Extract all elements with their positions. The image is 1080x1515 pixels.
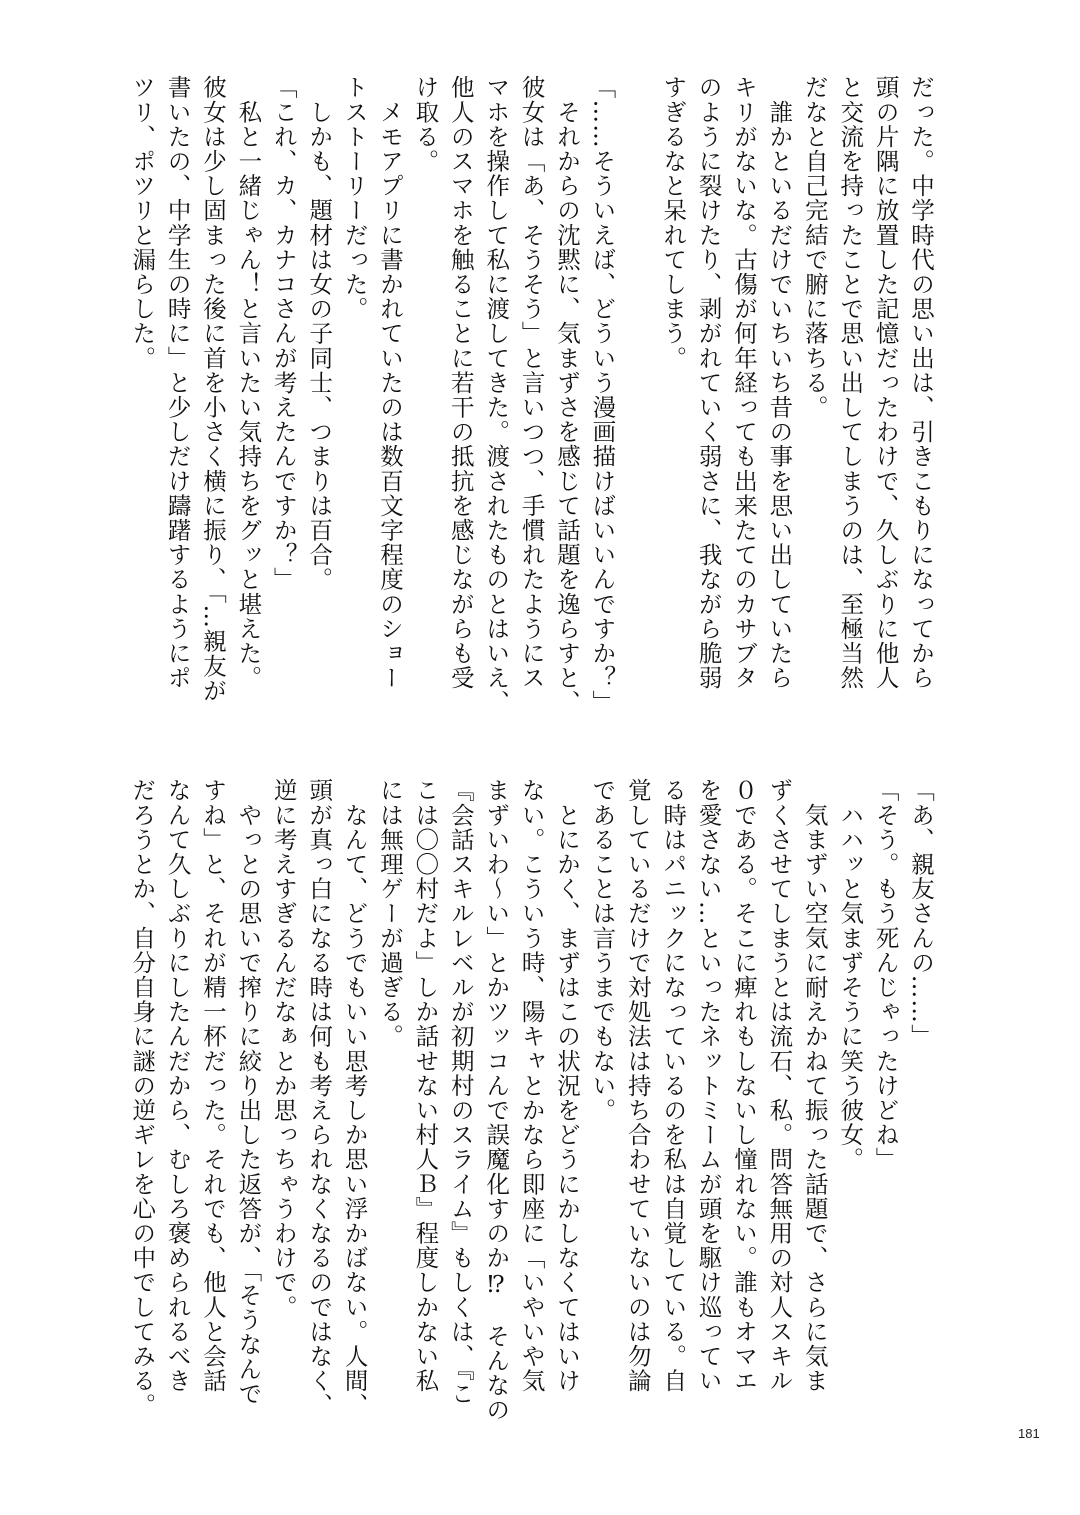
- text-column: 「これ、カ、カナコさんが考えたんですか？」: [269, 75, 298, 592]
- text-column: 他人のスマホを触ることに若干の抵抗を感じながらも受: [446, 75, 475, 690]
- text-column: には無理ゲーが過ぎる。: [376, 778, 404, 1049]
- text-column: マホを操作して私に渡してきた。渡されたものとはいえ、: [482, 75, 511, 715]
- text-column: 彼女は少し固まった後に首を小さく横に振り、「…親友が: [199, 75, 227, 703]
- text-column: だろうとか、自分自身に謎の逆ギレを心の中でしてみる。: [128, 778, 157, 1418]
- text-column: 頭の片隅に放置した記憶だったわけで、久しぶりに他人: [871, 75, 900, 690]
- text-column: と交流を持ったことで思い出してしまうのは、至極当然: [836, 75, 865, 690]
- text-column: 「そう。もう死んじゃったけどね」: [871, 778, 900, 1172]
- text-column: 書いたの、中学生の時に」と少しだけ躊躇するようにポ: [163, 75, 192, 690]
- text-column: メモアプリに書かれていたのは数百文字程度のショー: [376, 75, 404, 690]
- text-column: ずくさせてしまうとは流石、私。問答無用の対人スキル: [765, 778, 794, 1393]
- text-column: のように裂けたり、剥がれていく弱さに、我ながら脆弱: [694, 75, 723, 690]
- text-column: であることは言うまでもない。: [588, 778, 617, 1123]
- text-column: しかも、題材は女の子同士、つまりは百合。: [305, 75, 334, 592]
- text-column: 私と一緒じゃん！と言いたい気持ちをグッと堪えた。: [234, 75, 263, 690]
- text-column: ツリ、ポツリと漏らした。: [128, 75, 157, 371]
- text-column: け取る。: [411, 75, 440, 174]
- text-column: とにかく、まずはこの状況をどうにかしなくてはいけ: [553, 778, 581, 1393]
- text-column: すね」と、それが精一杯だった。それでも、他人と会話: [199, 778, 227, 1393]
- text-column: まずいわ～い」とかツッコんで誤魔化すのか⁉ そんなの: [482, 778, 511, 1423]
- text-column: 誰かといるだけでいちいち昔の事を思い出していたら: [765, 75, 794, 690]
- text-column: 逆に考えすぎるんだなぁとか思っちゃうわけで。: [269, 778, 298, 1320]
- bottom-text-block: [0, 778, 1080, 1423]
- text-column: 「……そういえば、どういう漫画描けばいいんですか？」: [588, 75, 617, 715]
- text-column: ハハッと気まずそうに笑う彼女。: [836, 778, 865, 1172]
- text-column: それからの沈黙に、気まずさを感じて話題を逸らすと、: [553, 75, 581, 715]
- text-column: キリがないな。古傷が何年経っても出来たてのカサブタ: [730, 75, 758, 690]
- text-column: を愛さない…といったネットミームが頭を駆け巡ってい: [694, 778, 723, 1393]
- text-column: 「あ、親友さんの……」: [907, 778, 935, 1049]
- text-column: なんて久しぶりにしたんだから、むしろ褒められるべき: [163, 778, 192, 1393]
- text-column: ０である。そこに痺れもしないし憧れない。誰もオマエ: [730, 778, 758, 1393]
- top-text-block: [0, 75, 1080, 715]
- text-column: 気まずい空気に耐えかねて振った話題で、さらに気ま: [800, 778, 829, 1393]
- text-column: トストーリーだった。: [340, 75, 369, 321]
- text-column: やっとの思いで搾りに絞り出した返答が、「そうなんで: [234, 778, 263, 1406]
- text-column: 覚しているだけで対処法は持ち合わせていないのは勿論: [623, 778, 652, 1393]
- text-column: ない。こういう時、陽キャとかなら即座に「いやいや気: [517, 778, 546, 1393]
- text-column: なんて、どうでもいい思考しか思い浮かばない。人間、: [340, 778, 369, 1418]
- text-column: 『会話スキルレベルが初期村のスライム』もしくは、『こ: [446, 778, 475, 1406]
- page-number: 181: [1018, 1426, 1040, 1441]
- text-column: 彼女は「あ、そうそう」と言いつつ、手慣れたようにス: [517, 75, 546, 690]
- text-column: すぎるなと呆れてしまう。: [659, 75, 688, 371]
- text-column: だなと自己完結で腑に落ちる。: [800, 75, 829, 420]
- text-column: 頭が真っ白になる時は何も考えられなくなるのではなく、: [305, 778, 334, 1418]
- text-column: こは〇〇村だよ」しか話せない村人Ｂ』程度しかない私: [411, 778, 440, 1393]
- text-column: る時はパニックになっているのを私は自覚している。自: [659, 778, 688, 1393]
- text-column: だった。中学時代の思い出は、引きこもりになってから: [907, 75, 935, 690]
